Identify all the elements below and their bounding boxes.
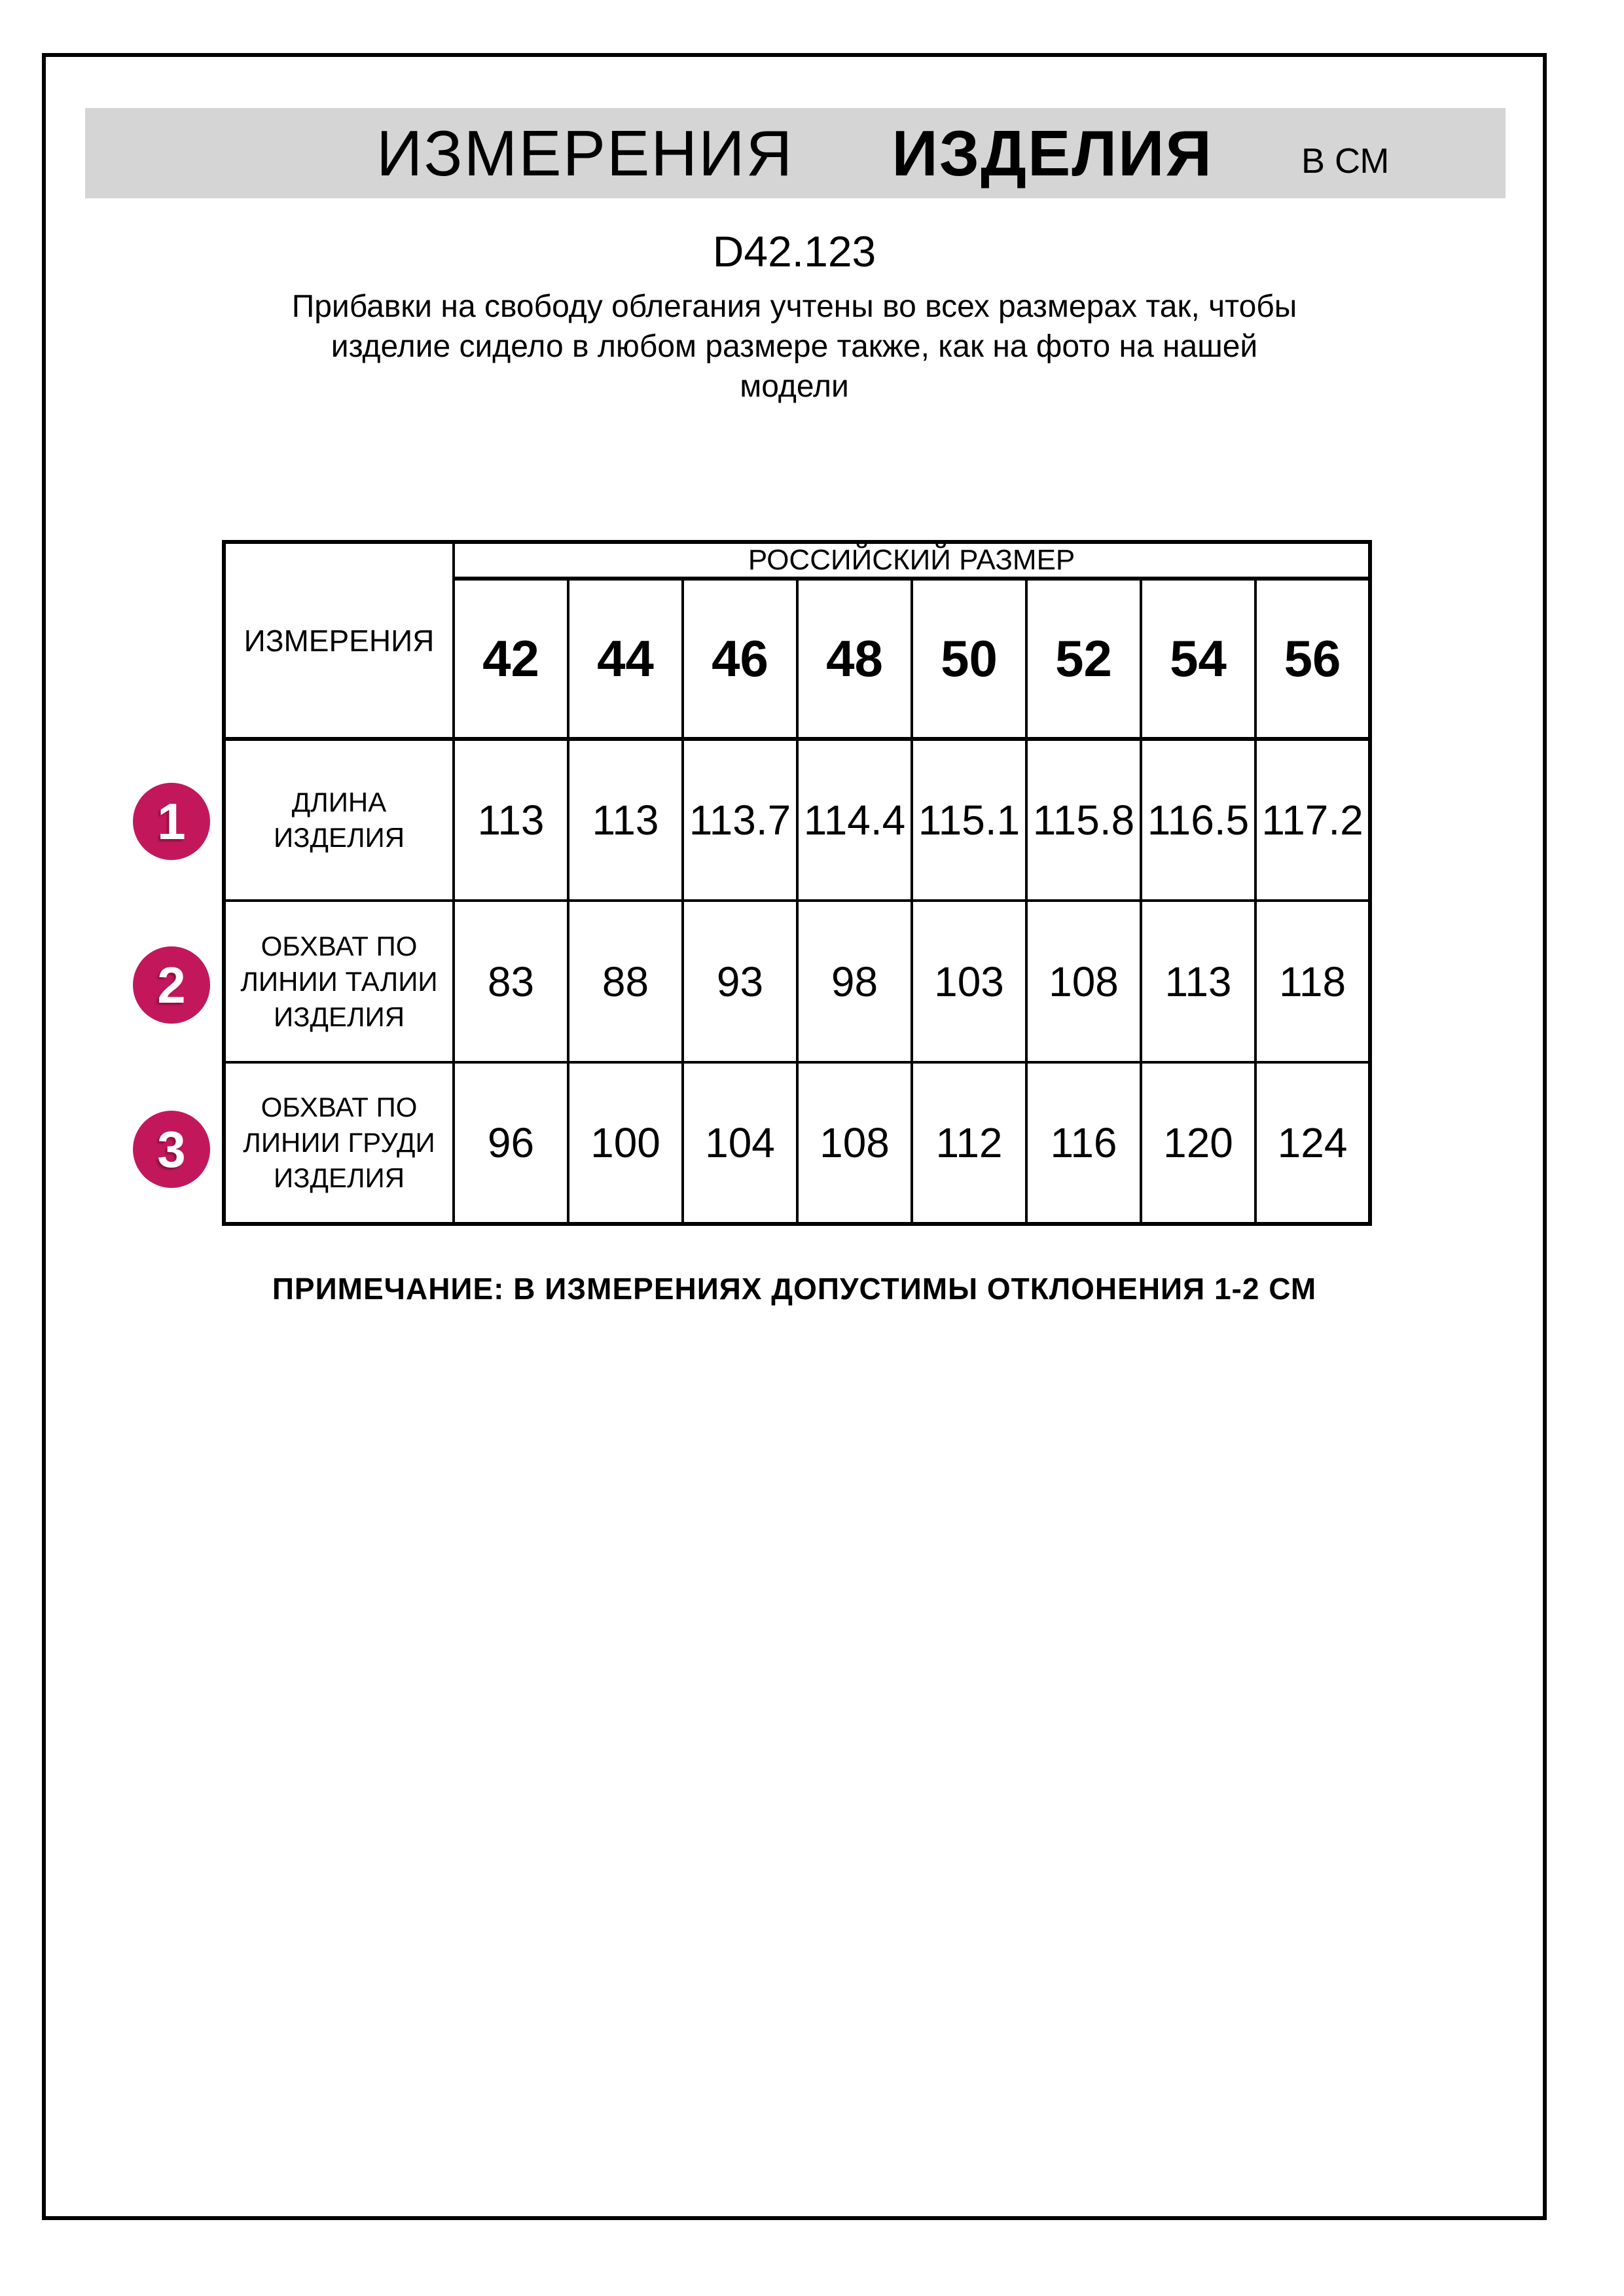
value-cell: 108 [1026,901,1141,1062]
value-cell: 116 [1026,1062,1141,1224]
row-label-line: ЛИНИИ ГРУДИ [243,1127,435,1158]
page-title: ИЗМЕРЕНИЯ [376,117,794,189]
size-header-cell: 42 [454,579,568,739]
row-label-line: ЛИНИИ ТАЛИИ [240,965,438,997]
size-header-cell: 52 [1026,579,1141,739]
note-text: ПРИМЕЧАНИЕ: В ИЗМЕРЕНИЯХ ДОПУСТИМЫ ОТКЛОНЕНИЯ 1-2 СМ [272,1272,1317,1306]
measurements-column-header: ИЗМЕРЕНИЯ [224,542,454,739]
value-cell: 112 [912,1062,1026,1224]
size-header-cell: 54 [1141,579,1255,739]
size-group-row [224,542,1370,579]
row-number-badge: 3 [133,1111,210,1188]
value-cell: 113 [568,739,683,901]
value-cell: 96 [454,1062,568,1224]
row-number-badge: 1 [133,783,210,860]
value-cell: 115.8 [1026,739,1141,901]
value-cell: 103 [912,901,1026,1062]
value-cell: 116.5 [1141,739,1255,901]
value-cell: 113.7 [683,739,797,901]
row-label-line: ОБХВАТ ПО [261,930,418,961]
measurement-row [224,901,1370,1062]
value-cell: 83 [454,901,568,1062]
size-group-header: РОССИЙСКИЙ РАЗМЕР [454,542,1370,579]
size-header-cell: 50 [912,579,1026,739]
value-cell: 118 [1255,901,1370,1062]
measurement-row [224,739,1370,901]
intro-line: изделие сидело в любом размере также, как на фото на нашей [331,329,1258,364]
row-label-line: ИЗДЕЛИЯ [273,1001,405,1032]
value-cell: 120 [1141,1062,1255,1224]
row-label-line: ДЛИНА [291,787,387,817]
value-cell: 114.4 [797,739,912,901]
value-cell: 104 [683,1062,797,1224]
value-cell: 113 [454,739,568,901]
value-cell: 88 [568,901,683,1062]
row-label-line: ИЗДЕЛИЯ [273,1162,405,1193]
units-label: В СМ [1301,141,1390,181]
intro-line: Прибавки на свободу облегания учтены во всех размерах так, чтобы [291,289,1297,324]
row-label [224,1062,454,1224]
product-code: D42.123 [712,227,876,276]
size-header-cell: 46 [683,579,797,739]
value-cell: 108 [797,1062,912,1224]
size-header-cell: 56 [1255,579,1370,739]
row-label-line: ИЗДЕЛИЯ [273,822,405,853]
row-label-line: ОБХВАТ ПО [261,1092,418,1122]
value-cell: 117.2 [1255,739,1370,901]
value-cell: 115.1 [912,739,1026,901]
size-header-cell: 48 [797,579,912,739]
value-cell: 124 [1255,1062,1370,1224]
value-cell: 93 [683,901,797,1062]
measurements-table [222,540,1372,1226]
size-header-cell: 44 [568,579,683,739]
row-label [224,739,454,901]
title-banner [85,108,1506,198]
page-title-emphasis: ИЗДЕЛИЯ [892,117,1213,189]
value-cell: 100 [568,1062,683,1224]
row-number-badge: 2 [133,946,210,1024]
measurement-row [224,1062,1370,1224]
row-label [224,901,454,1062]
intro-line: модели [740,369,849,404]
value-cell: 98 [797,901,912,1062]
value-cell: 113 [1141,901,1255,1062]
intro-text [42,287,1547,406]
